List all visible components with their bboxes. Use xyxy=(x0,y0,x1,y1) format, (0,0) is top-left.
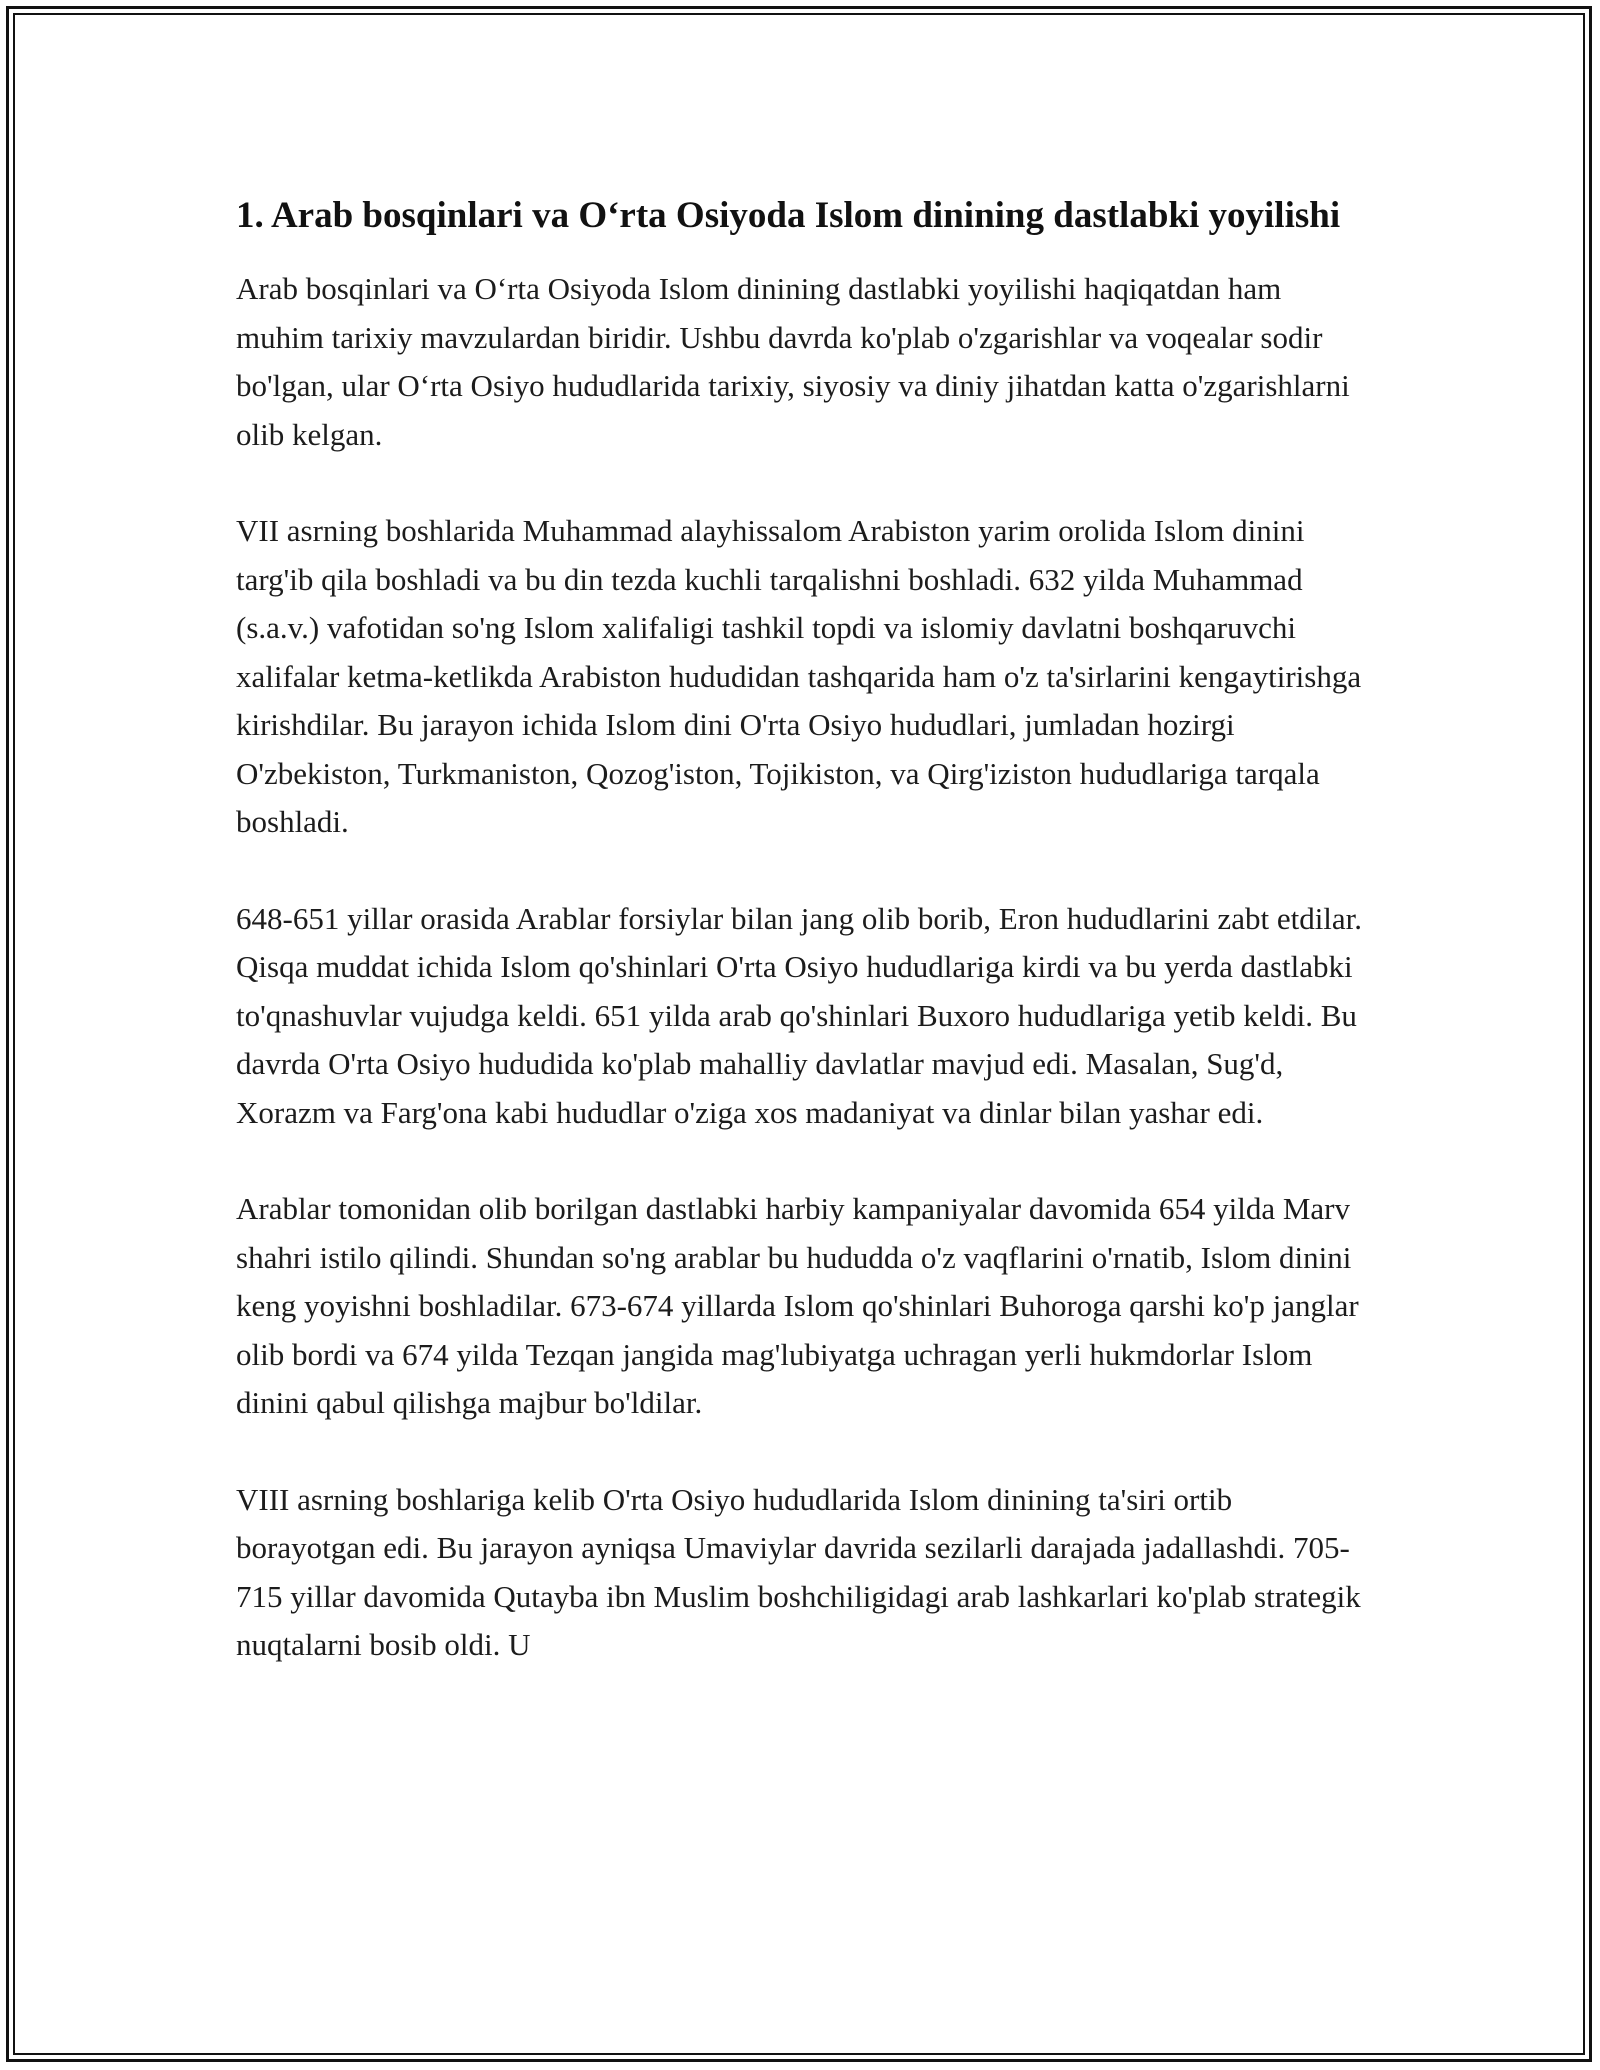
section-title: 1. Arab bosqinlari va O‘rta Osiyoda Islom dinining dastlabki yoyilishi xyxy=(236,195,1341,236)
document-body xyxy=(236,188,1366,1670)
paragraph: Arablar tomonidan olib borilgan dastlabki harbiy kampaniyalar davomida 654 yilda Marv shahri istilo qilindi. Shundan so'ng arablar bu hududda o'z vaqflarini o'rnatib, Islom dinini keng yoyishni boshladilar. 673-674 yillarda Islom qo'shinlari Buhoroga qarshi ko'p janglar olib bordi va 674 yilda Tezqan jangida mag'lubiyatga uchragan yerli hukmdorlar Islom dinini qabul qilishga majbur bo'ldilar. xyxy=(236,1191,1359,1420)
paragraph: VIII asrning boshlariga kelib O'rta Osiyo hududlarida Islom dinining ta'siri ortib borayotgan edi. Bu jarayon ayniqsa Umaviylar davrida sezilarli darajada jadallashdi. 705-715 yillar davomida Qutayba ibn Muslim boshchiligidagi arab lashkarlari ko'plab strategik nuqtalarni bosib oldi. U xyxy=(236,1481,1361,1662)
paragraph: VII asrning boshlarida Muhammad alayhissalom Arabiston yarim orolida Islom dinini targ'ib qila boshladi va bu din tezda kuchli tarqalishni boshladi. 632 yilda Muhammad (s.a.v.) vafotidan so'ng Islom xalifaligi tashkil topdi va islomiy davlatni boshqaruvchi xalifalar ketma-ketlikda Arabiston hududidan tashqarida ham o'z ta'sirlarini kengaytirishga kirishdilar. Bu jarayon ichida Islom dini O'rta Osiyo hududlari, jumladan hozirgi O'zbekiston, Turkmaniston, Qozog'iston, Tojikiston, va Qirg'iziston hududlariga tarqala boshladi. xyxy=(236,513,1362,839)
paragraph: Arab bosqinlari va O‘rta Osiyoda Islom dinining dastlabki yoyilishi haqiqatdan ham muhim tarixiy mavzulardan biridir. Ushbu davrda ko'plab o'zgarishlar va voqealar sodir bo'lgan, ular O‘rta Osiyo hududlarida tarixiy, siyosiy va diniy jihatdan katta o'zgarishlarni olib kelgan. xyxy=(236,271,1350,452)
paragraph: 648-651 yillar orasida Arablar forsiylar bilan jang olib borib, Eron hududlarini zabt etdilar. Qisqa muddat ichida Islom qo'shinlari O'rta Osiyo hududlariga kirdi va bu yerda dastlabki to'qnashuvlar vujudga keldi. 651 yilda arab qo'shinlari Buxoro hududlariga yetib keldi. Bu davrda O'rta Osiyo hududida ko'plab mahalliy davlatlar mavjud edi. Masalan, Sug'd, Xorazm va Farg'ona kabi hududlar o'ziga xos madaniyat va dinlar bilan yashar edi. xyxy=(236,900,1363,1130)
